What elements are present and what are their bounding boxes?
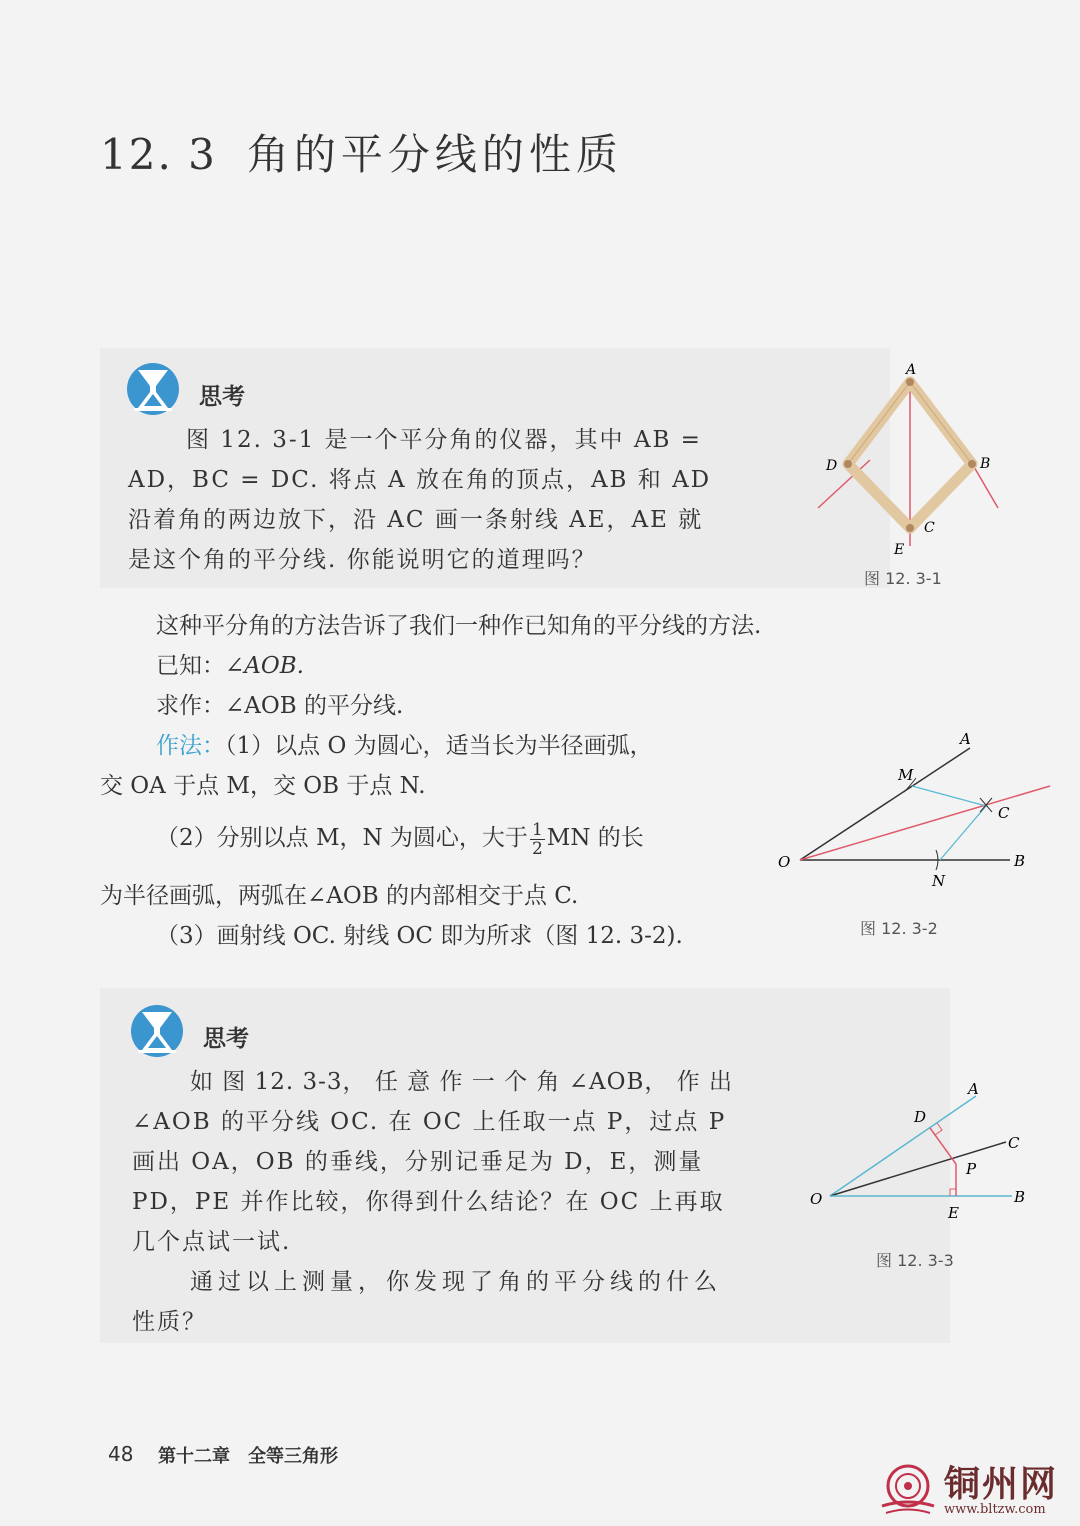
figure-12-3-3 [800,1076,1040,1226]
construction-intro: 这种平分角的方法告诉了我们一种作已知角的平分线的方法. [156,613,762,639]
think-label-1: 思考 [199,384,245,410]
step1-line-a [156,726,653,766]
step2-pre: （2）分别以点 M，N 为圆心，大于 [156,825,528,851]
ray-oa [800,748,970,860]
right-angle-e [950,1189,956,1196]
ray-oc [800,786,1050,860]
caption-12-3-2: 图 12. 3-2 [860,919,938,938]
stick-ad-edge [848,382,910,464]
method-label: 作法： [156,733,225,759]
label-o: O [810,1190,823,1208]
step1a-text: （1）以点 O 为圆心，适当长为半径画弧， [225,733,653,759]
pin-b [968,460,976,468]
label-m: M [898,766,914,784]
think2-line-3: 画出 OA，OB 的垂线，分别记垂足为 D，E，测量 [132,1149,704,1175]
fraction-one-half [530,821,545,858]
segment-mc [912,786,986,806]
label-a: A [968,1080,979,1098]
pin-c [906,524,914,532]
fraction-numerator: 1 [531,819,543,840]
label-e: E [948,1204,959,1222]
caption-12-3-1: 图 12. 3-1 [864,569,942,588]
section-title [100,122,623,182]
think2-line-5: 几个点试一试. [132,1229,292,1255]
think1-line-4: 是这个角的平分线. 你能说明它的道理吗？ [128,547,597,573]
label-b: B [1014,1188,1026,1206]
think1-line-1: 图 12. 3-1 是一个平分角的仪器，其中 AB = [186,427,702,453]
figure-12-3-2 [770,726,1060,896]
section-number: 12. 3 [100,130,217,179]
watermark-logo-icon [878,1462,938,1518]
think-icon [126,362,180,416]
fraction-denominator: 2 [531,838,543,859]
page-number: 48 [108,1442,134,1466]
think1-line-3: 沿着角的两边放下，沿 AC 画一条射线 AE，AE 就 [128,507,704,533]
label-p: P [966,1160,977,1178]
label-e: E [894,542,905,558]
label-a: A [906,362,917,378]
ray-oc [830,1142,1006,1196]
figure-12-3-1 [810,360,1010,560]
find-label: 求作： [156,693,225,719]
pin-d [844,460,852,468]
label-a: A [960,730,971,748]
think2-line-6: 通过以上测量，你发现了角的平分线的什么 [190,1269,722,1295]
think-icon [130,1004,184,1058]
step3-line: （3）画射线 OC. 射线 OC 即为所求（图 12. 3-2). [156,923,683,949]
label-d: D [914,1108,927,1126]
segment-nc [940,806,986,860]
think1-line-2: AD，BC = DC. 将点 A 放在角的顶点，AB 和 AD [128,467,712,493]
step2-post: MN 的长 [546,825,644,851]
step1-line-b: 交 OA 于点 M，交 OB 于点 N. [100,773,426,799]
given-line [156,646,304,686]
label-d: D [826,458,838,474]
label-o: O [778,853,791,871]
stick-ab-edge [910,382,972,464]
watermark-name: 铜州网 [944,1463,1059,1505]
think2-line-4: PD，PE 并作比较，你得到什么结论？在 OC 上再取 [132,1189,725,1215]
label-n: N [932,872,946,890]
caption-12-3-3: 图 12. 3-3 [876,1251,954,1270]
label-b: B [980,456,991,472]
step2-line-b: 为半径画弧，两弧在∠AOB 的内部相交于点 C. [100,883,579,909]
ray-oa [830,1096,976,1196]
step2-line-a [156,818,644,858]
think2-line-2: ∠AOB 的平分线 OC. 在 OC 上任取一点 P，过点 P [132,1109,727,1135]
label-b: B [1014,852,1026,870]
think2-line-1: 如 图 12. 3-3， 任 意 作 一 个 角 ∠AOB， 作 出 [190,1069,733,1095]
watermark-url: www.bltzw.com [944,1502,1046,1517]
find-line [156,686,403,726]
chapter-title: 第十二章 全等三角形 [158,1446,338,1467]
given-value: ∠AOB. [225,653,304,679]
perpendicular-pd [930,1128,956,1164]
stick-bc [910,464,972,528]
right-angle-d [935,1123,942,1135]
label-c: C [998,804,1010,822]
label-c: C [1008,1134,1020,1152]
find-value: ∠AOB 的平分线. [225,693,404,719]
think2-line-7: 性质？ [132,1309,207,1335]
section-title-text: 角的平分线的性质 [246,130,623,179]
think-label-2: 思考 [203,1026,249,1052]
pin-a [906,378,914,386]
given-label: 已知： [156,653,225,679]
label-c: C [924,520,935,536]
stick-dc [848,464,910,528]
